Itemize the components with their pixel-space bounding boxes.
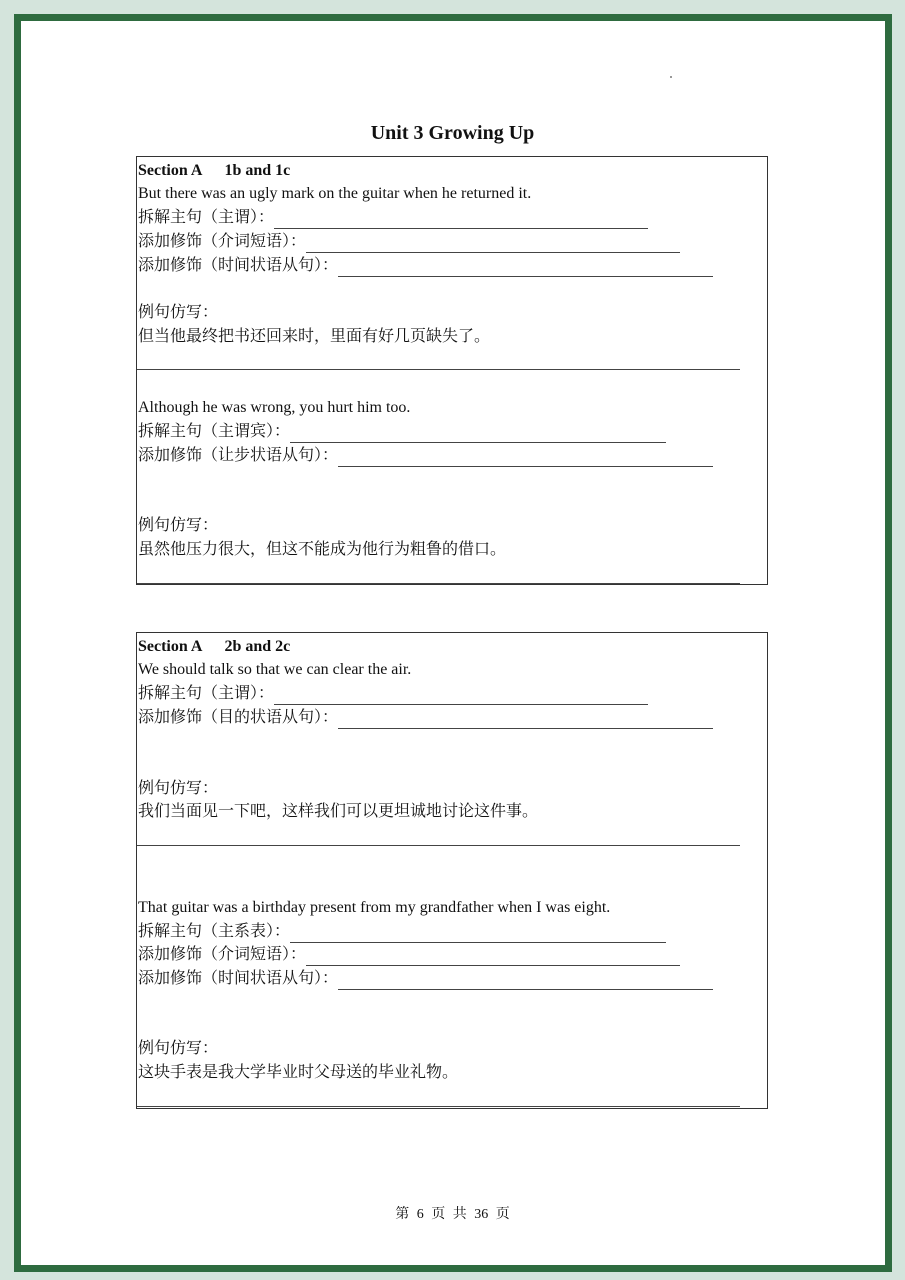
model-sentence: We should talk so that we can clear the air. [138, 661, 412, 678]
answer-blank[interactable] [338, 975, 713, 990]
answer-blank[interactable] [290, 928, 666, 943]
prompt-line [138, 707, 713, 729]
prompt-label: 添加修饰（时间状语从句）： [138, 970, 339, 987]
answer-blank[interactable] [338, 714, 713, 729]
prompt-label: 添加修饰（让步状语从句）： [138, 447, 339, 464]
imitation-prompt: 但当他最终把书还回来时，里面有好几页缺失了。 [138, 328, 491, 345]
prompt-line [138, 944, 680, 966]
prompt-label: 拆解主句（主谓）： [138, 209, 275, 226]
imitation-label: 例句仿写： [138, 780, 219, 797]
model-sentence: That guitar was a birthday present from my grandfather when I was eight. [138, 899, 611, 916]
answer-line[interactable] [137, 845, 740, 846]
prompt-label: 添加修饰（目的状语从句）： [138, 709, 339, 726]
section-header [138, 636, 290, 658]
answer-line[interactable] [137, 369, 740, 370]
answer-line[interactable] [137, 583, 740, 584]
imitation-label: 例句仿写： [138, 1040, 219, 1057]
page-number: 第 6 页 共 36 页 [395, 1207, 510, 1222]
answer-blank[interactable] [306, 238, 680, 253]
section-part: 2b and 2c [224, 638, 291, 655]
exercise-box-2 [136, 632, 768, 1109]
imitation-label: 例句仿写： [138, 304, 219, 321]
prompt-label: 拆解主句（主谓）： [138, 685, 275, 702]
section-label: Section A [138, 638, 203, 655]
exercise-box-1 [136, 156, 768, 585]
answer-blank[interactable] [338, 262, 713, 277]
model-sentence: Although he was wrong, you hurt him too. [138, 399, 411, 416]
answer-blank[interactable] [274, 214, 648, 229]
section-label: Section A [138, 162, 203, 179]
prompt-label: 添加修饰（时间状语从句）： [138, 257, 339, 274]
section-header [138, 160, 290, 182]
prompt-label: 拆解主句（主谓宾）： [138, 423, 291, 440]
imitation-prompt: 我们当面见一下吧，这样我们可以更坦诚地讨论这件事。 [138, 803, 539, 820]
imitation-label: 例句仿写： [138, 517, 219, 534]
section-part: 1b and 1c [224, 162, 291, 179]
prompt-line [138, 921, 666, 943]
imitation-prompt: 虽然他压力很大，但这不能成为他行为粗鲁的借口。 [138, 541, 507, 558]
speck-mark [670, 76, 672, 78]
answer-blank[interactable] [274, 690, 648, 705]
prompt-line [138, 968, 713, 990]
prompt-line [138, 683, 648, 705]
prompt-line [138, 421, 666, 443]
prompt-line [138, 207, 648, 229]
prompt-line [138, 255, 713, 277]
prompt-label: 添加修饰（介词短语）： [138, 233, 307, 250]
prompt-line [138, 231, 680, 253]
prompt-label: 拆解主句（主系表）： [138, 923, 291, 940]
page-title: Unit 3 Growing Up [370, 122, 535, 144]
prompt-label: 添加修饰（介词短语）： [138, 946, 307, 963]
answer-blank[interactable] [338, 452, 713, 467]
model-sentence: But there was an ugly mark on the guitar when he returned it. [138, 185, 532, 202]
prompt-line [138, 445, 713, 467]
imitation-prompt: 这块手表是我大学毕业时父母送的毕业礼物。 [138, 1064, 459, 1081]
answer-blank[interactable] [290, 428, 666, 443]
answer-line[interactable] [137, 1106, 740, 1107]
answer-blank[interactable] [306, 951, 680, 966]
